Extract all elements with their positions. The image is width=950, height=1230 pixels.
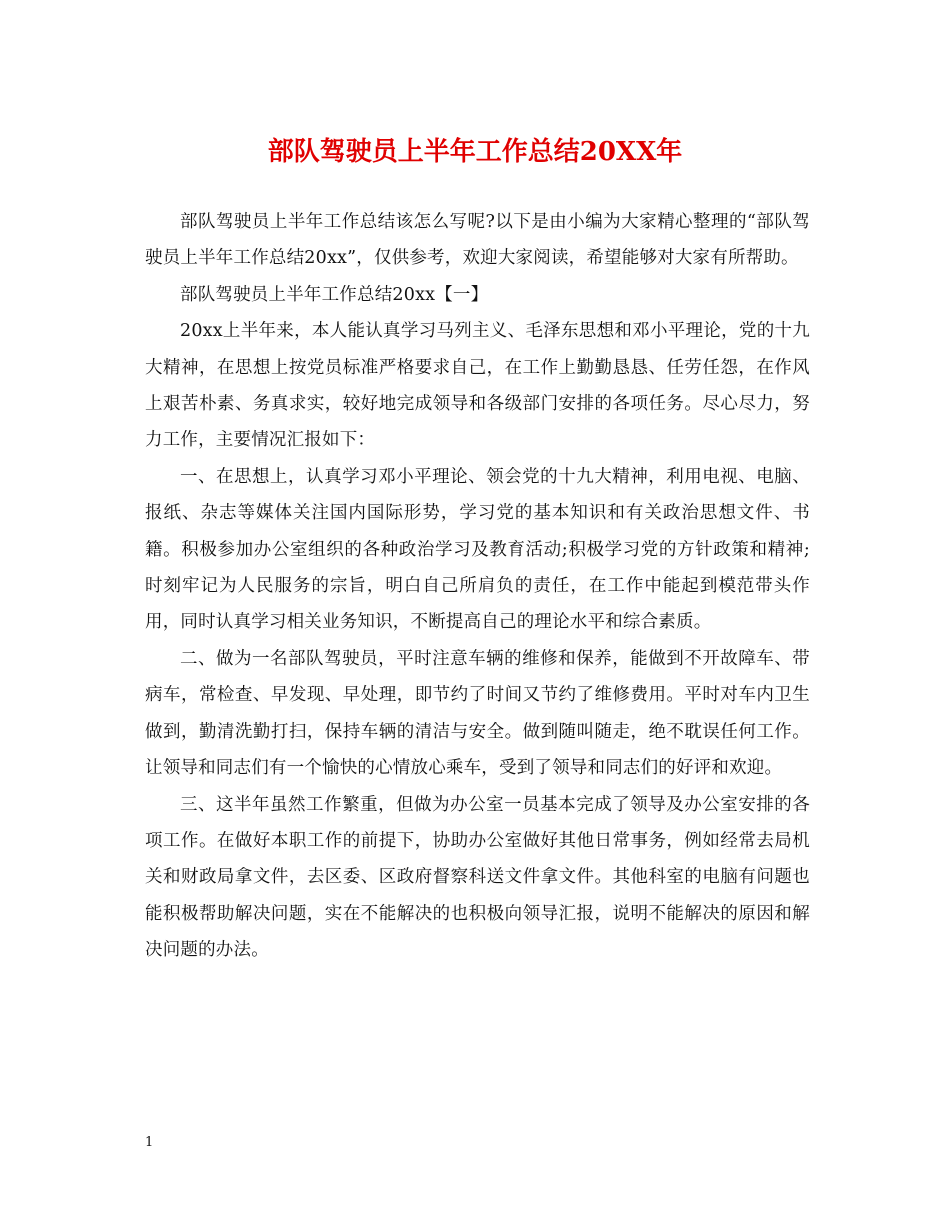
- document-title: 部队驾驶员上半年工作总结20XX年: [267, 137, 683, 167]
- section-heading: 部队驾驶员上半年工作总结20xx【一】: [180, 284, 489, 305]
- body-paragraph: 一、在思想上，认真学习邓小平理论、领会党的十九大精神，利用电视、电脑、报纸、杂志等媒体关注国内国际形势，学习党的基本知识和有关政治思想文件、书籍。积极参加办公室组织的各种政治学习及教育活动;积极学习党的方针政策和精神;时刻牢记为人民服务的宗旨，明白自己所肩负的责任，在工作中能起到模范带头作用，同时认真学习相关业务知识，不断提高自己的理论水平和综合素质。: [145, 466, 810, 633]
- body-paragraph: 三、这半年虽然工作繁重，但做为办公室一员基本完成了领导及办公室安排的各项工作。在做好本职工作的前提下，协助办公室做好其他日常事务，例如经常去局机关和财政局拿文件，去区委、区政府督察科送文件拿文件。其他科室的电脑有问题也能积极帮助解决问题，实在不能解决的也积极向领导汇报，说明不能解决的原因和解决问题的办法。: [145, 794, 810, 961]
- body-paragraph: 20xx上半年来，本人能认真学习马列主义、毛泽东思想和邓小平理论，党的十九大精神，在思想上按党员标准严格要求自己，在工作上勤勤恳恳、任劳任怨，在作风上艰苦朴素、务真求实，较好地完成领导和各级部门安排的各项任务。尽心尽力，努力工作，主要情况汇报如下：: [145, 321, 810, 451]
- page-number: 1: [145, 1135, 154, 1150]
- document-body: [145, 204, 810, 969]
- body-paragraph: 二、做为一名部队驾驶员，平时注意车辆的维修和保养，能做到不开故障车、带病车，常检查、早发现、早处理，即节约了时间又节约了维修费用。平时对车内卫生做到，勤清洗勤打扫，保持车辆的清洁与安全。做到随叫随走，绝不耽误任何工作。让领导和同志们有一个愉快的心情放心乘车，受到了领导和同志们的好评和欢迎。: [145, 648, 810, 779]
- intro-paragraph: 部队驾驶员上半年工作总结该怎么写呢?以下是由小编为大家精心整理的“部队驾驶员上半年工作总结20xx”，仅供参考，欢迎大家阅读，希望能够对大家有所帮助。: [145, 212, 810, 269]
